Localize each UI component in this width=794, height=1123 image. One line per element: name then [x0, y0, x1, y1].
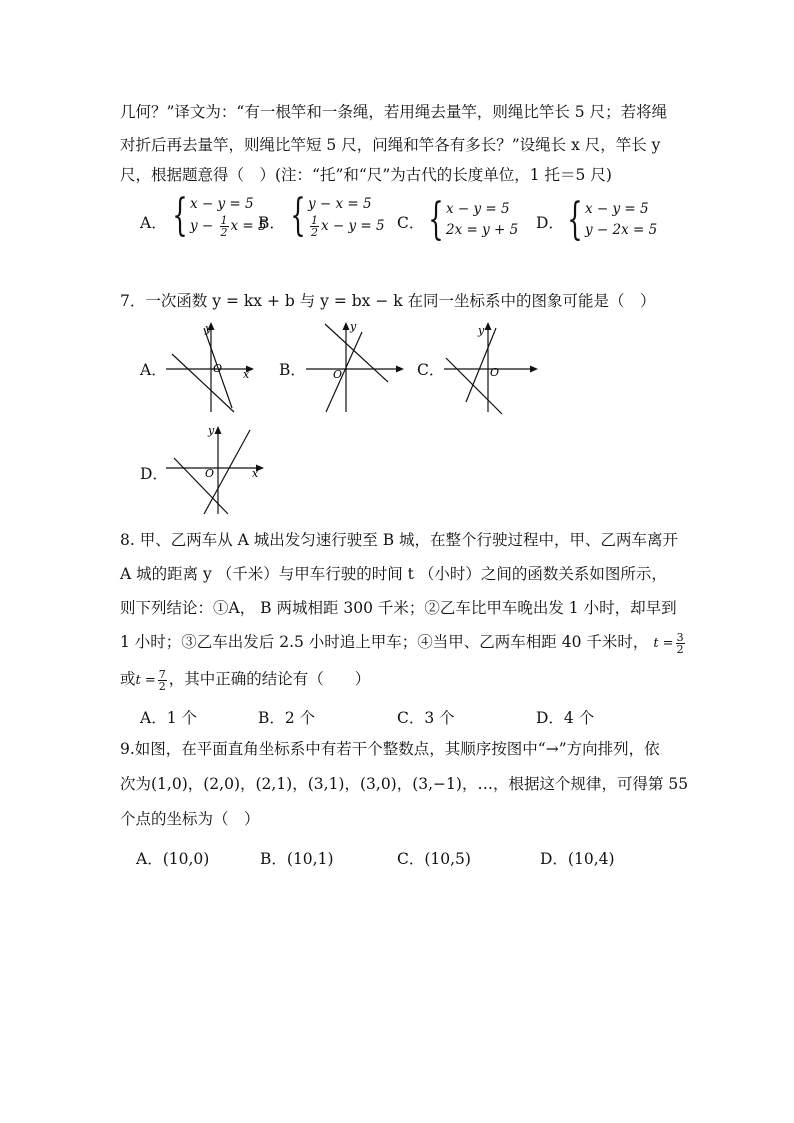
q7-graph-d — [160, 420, 270, 520]
q6-option-c-label: C． — [397, 214, 425, 232]
q7-option-d-label[interactable]: D． — [140, 465, 168, 483]
q9-option-a[interactable]: A．(10,0) — [136, 850, 210, 868]
q6-option-c-eq2: 2x = y + 5 — [446, 222, 519, 238]
q7-option-a-label[interactable]: A． — [140, 361, 167, 379]
origin-label: O — [490, 366, 500, 379]
q6-option-b-eq2: $\frac{1}{2}$ x − y = 5 — [311, 214, 385, 239]
axis-y-label: y — [205, 322, 212, 335]
q9-line-3: 个点的坐标为（ ） — [120, 810, 260, 828]
q8-line-5: 或t = $\frac{7}{2}$ ，其中正确的结论有（ ） — [120, 667, 371, 693]
origin-label: O — [205, 467, 215, 480]
origin-label: O — [213, 362, 223, 375]
q6-option-a-eq2: y − $\frac{1}{2}$ x = 5 — [190, 214, 267, 239]
axis-y-label: y — [208, 424, 215, 437]
q6-option-a-system: { x − y = 5 y − $\frac{1}{2}$ x = 5 — [172, 190, 267, 241]
q8-option-a[interactable]: A．1 个 — [140, 709, 197, 727]
q8-line-1: 8. 甲、乙两车从 A 城出发匀速行驶至 B 城，在整个行驶过程中，甲、乙两车离开 — [120, 531, 679, 549]
q7-graph-b — [300, 316, 410, 416]
q6-option-d-eq2: y − 2x = 5 — [585, 222, 658, 238]
axis-x-label: x — [243, 368, 250, 381]
q9-option-d[interactable]: D．(10,4) — [540, 850, 615, 868]
q6-option-b-system: { y − x = 5 $\frac{1}{2}$ x − y = 5 — [290, 190, 385, 241]
q7-graph-a — [160, 318, 260, 418]
axis-y-label: y — [478, 324, 485, 337]
axis-y-label: y — [350, 320, 357, 333]
q6-option-c[interactable] — [397, 211, 424, 233]
q8-option-d[interactable]: D．4 个 — [536, 709, 595, 727]
q6-line-2: 对折后再去量竿，则绳比竿短 5 尺，问绳和竿各有多长？”设绳长 x 尺，竿长 y — [120, 136, 661, 154]
q6-option-a[interactable] — [140, 211, 167, 233]
axis-x-label: x — [252, 467, 259, 480]
q6-option-d[interactable] — [536, 211, 564, 233]
q7-option-c-label[interactable]: C． — [417, 361, 445, 379]
q9-line-1: 9.如图，在平面直角坐标系中有若干个整数点，其顺序按图中“→”方向排列，依 — [120, 740, 660, 758]
q6-line-1: 几何？”译文为：“有一根竿和一条绳，若用绳去量竿，则绳比竿长 5 尺；若将绳 — [120, 103, 668, 121]
q6-line-3: 尺，根据题意得（ ）(注：“托”和“尺”为古代的长度单位，1 托＝5 尺) — [120, 166, 612, 184]
q9-option-b[interactable]: B．(10,1) — [260, 850, 334, 868]
q6-option-c-system: { x − y = 5 2x = y + 5 — [428, 194, 519, 245]
q8-line-3: 则下列结论：①A， B 两城相距 300 千米；②乙车比甲车晚出发 1 小时，却早到 — [120, 599, 677, 617]
q7-option-b-label[interactable]: B． — [279, 361, 306, 379]
q6-option-b[interactable] — [258, 211, 285, 233]
q8-option-c[interactable]: C．3 个 — [397, 709, 455, 727]
q7-stem: 7．一次函数 y = kx + b 与 y = bx − k 在同一坐标系中的图象可能是（ ） — [120, 292, 656, 310]
q6-option-a-label: A． — [140, 214, 167, 232]
q6-option-b-eq1: y − x = 5 — [308, 196, 372, 212]
q6-option-b-label: B． — [258, 214, 285, 232]
q6-option-d-label: D． — [536, 214, 564, 232]
q8-line-4: 1 小时；③乙车出发后 2.5 小时追上甲车；④当甲、乙两车相距 40 千米时， t = $\frac{3}{2}$ — [120, 630, 684, 656]
q9-line-2: 次为(1,0)，(2,0)，(2,1)，(3,1)，(3,0)，(3,−1)，…，根据这个规律，可得第 55 — [120, 775, 689, 793]
q6-option-d-eq1: x − y = 5 — [585, 201, 649, 217]
origin-label: O — [333, 368, 343, 381]
q6-option-a-eq1: x − y = 5 — [190, 196, 254, 212]
q7-graph-c — [438, 318, 548, 418]
q6-option-d-system: { x − y = 5 y − 2x = 5 — [567, 194, 658, 245]
q8-option-b[interactable]: B．2 个 — [258, 709, 316, 727]
q9-option-c[interactable]: C．(10,5) — [397, 850, 471, 868]
q6-option-c-eq1: x − y = 5 — [446, 201, 510, 217]
q8-line-2: A 城的距离 y （千米）与甲车行驶的时间 t （小时）之间的函数关系如图所示， — [120, 565, 667, 583]
